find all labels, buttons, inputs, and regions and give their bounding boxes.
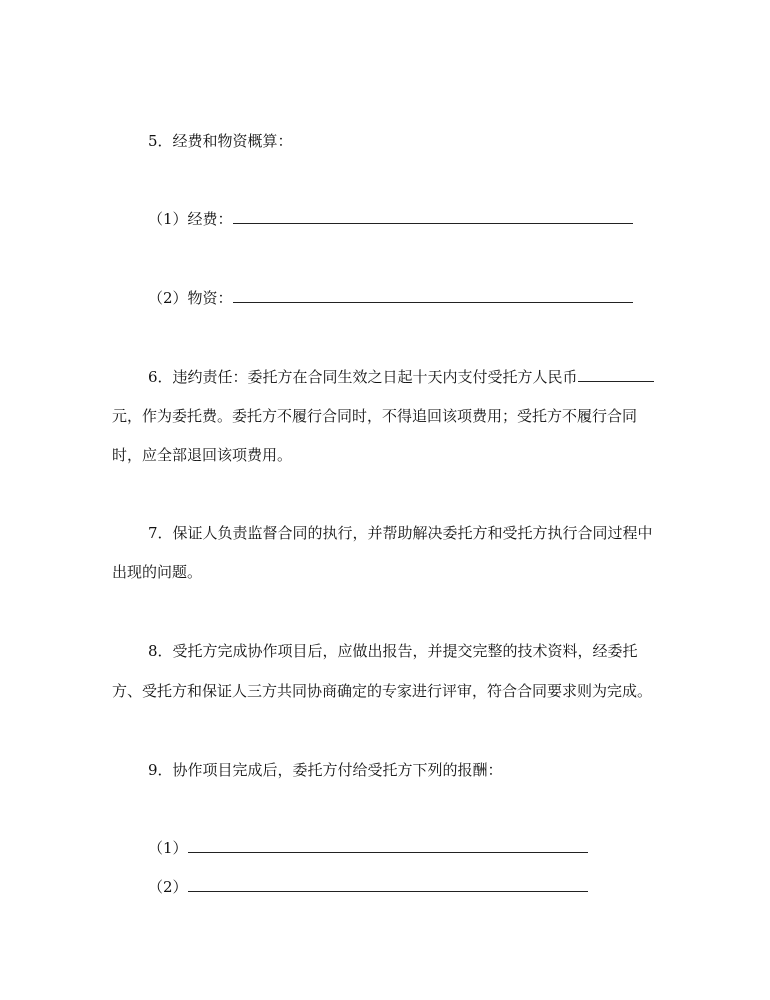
reward-item-2-blank-field[interactable] <box>188 877 588 892</box>
section-5-heading: 5．经费和物资概算： <box>148 132 293 150</box>
materials-blank-field[interactable] <box>233 288 633 303</box>
section-6-line-2: 元，作为委托费。委托方不履行合同时，不得追回该项费用；受托方不履行合同 <box>112 407 638 425</box>
reward-item-1-label: （1） <box>148 839 188 857</box>
section-9-heading: 9．协作项目完成后，委托方付给受托方下列的报酬： <box>148 761 503 779</box>
section-6-line-3: 时，应全部退回该项费用。 <box>112 446 293 464</box>
funding-line <box>148 208 633 230</box>
funding-blank-field[interactable] <box>233 209 633 224</box>
section-6-text-1: 6．违约责任：委托方在合同生效之日起十天内支付受托方人民币 <box>148 368 578 386</box>
section-8-line-1: 8．受托方完成协作项目后，应做出报告，并提交完整的技术资料，经委托 <box>148 642 638 660</box>
section-7-line-1: 7．保证人负责监督合同的执行，并帮助解决委托方和受托方执行合同过程中 <box>148 524 653 542</box>
section-6-line-1 <box>148 366 654 388</box>
funding-label: （1）经费： <box>148 210 233 228</box>
section-8-line-2: 方、受托方和保证人三方共同协商确定的专家进行评审，符合合同要求则为完成。 <box>112 682 653 700</box>
reward-item-1 <box>148 837 588 859</box>
reward-item-2 <box>148 876 588 898</box>
reward-item-1-blank-field[interactable] <box>188 838 588 853</box>
fee-amount-blank-field[interactable] <box>578 367 654 382</box>
materials-label: （2）物资： <box>148 289 233 307</box>
reward-item-2-label: （2） <box>148 878 188 896</box>
materials-line <box>148 287 633 309</box>
section-7-line-2: 出现的问题。 <box>112 563 203 581</box>
